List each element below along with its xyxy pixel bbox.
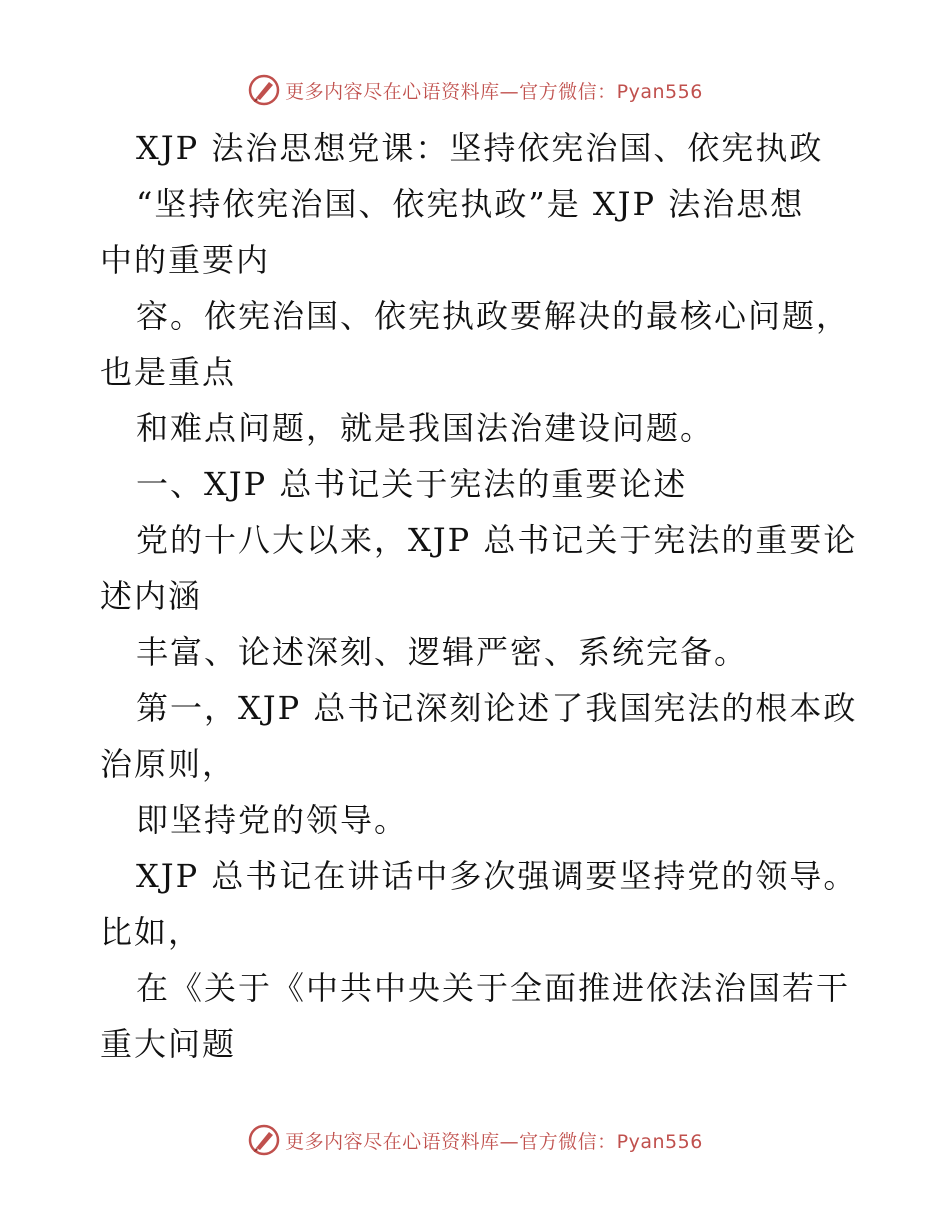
document-body — [100, 120, 860, 1072]
text-line: 即坚持党的领导。 — [136, 801, 409, 839]
text-line: “坚持依宪治国、依宪执政”是 XJP 法治思想 — [136, 185, 805, 223]
text-line: 比如， — [100, 913, 203, 951]
text-line: 重大问题 — [100, 1025, 237, 1063]
feather-pen-logo-icon — [247, 73, 281, 107]
header-banner — [0, 70, 950, 110]
text-line: 一、XJP 总书记关于宪法的重要论述 — [136, 465, 688, 503]
text-line: 党的十八大以来，XJP 总书记关于宪法的重要论 — [136, 521, 858, 559]
footer-banner — [0, 1120, 950, 1160]
feather-pen-logo-icon — [247, 1123, 281, 1157]
text-line: 和难点问题，就是我国法治建设问题。 — [136, 409, 715, 447]
text-line: 丰富、论述深刻、逻辑严密、系统完备。 — [136, 633, 749, 671]
text-line: 述内涵 — [100, 577, 203, 615]
header-banner-text: 更多内容尽在心语资料库—官方微信：Pyan556 — [285, 80, 703, 103]
text-line: 中的重要内 — [100, 241, 271, 279]
text-line: 治原则， — [100, 745, 237, 783]
text-line: 也是重点 — [100, 353, 237, 391]
footer-banner-text: 更多内容尽在心语资料库—官方微信：Pyan556 — [285, 1130, 703, 1153]
text-line: XJP 法治思想党课：坚持依宪治国、依宪执政 — [136, 129, 824, 167]
text-line: 第一，XJP 总书记深刻论述了我国宪法的根本政 — [136, 689, 858, 727]
text-line: XJP 总书记在讲话中多次强调要坚持党的领导。 — [136, 857, 858, 895]
text-line: 在《关于《中共中央关于全面推进依法治国若干 — [136, 969, 851, 1007]
text-line: 容。依宪治国、依宪执政要解决的最核心问题， — [136, 297, 851, 335]
